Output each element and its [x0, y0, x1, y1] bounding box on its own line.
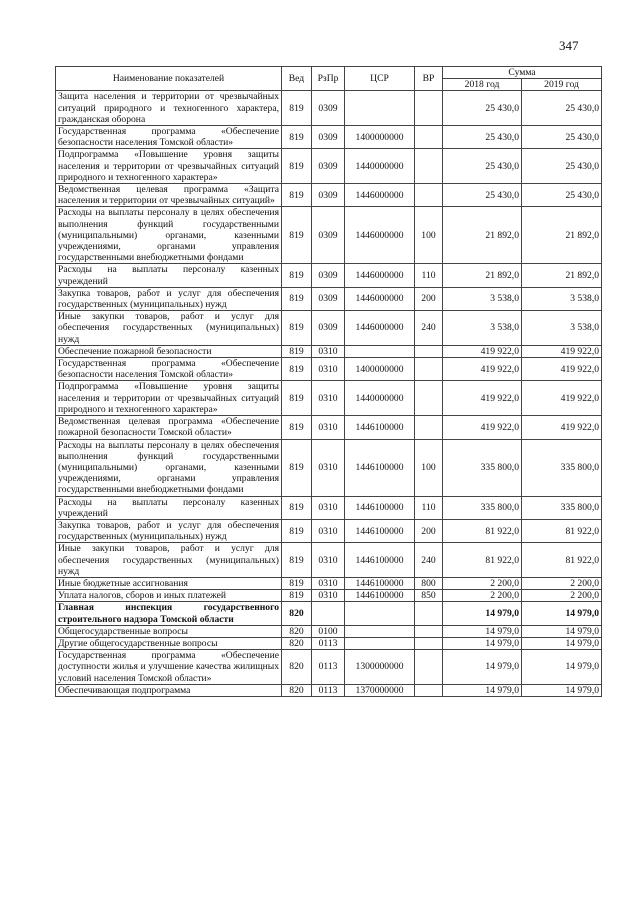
cell-sum-2019: 3 538,0 — [522, 287, 602, 310]
cell-sum-2019: 14 979,0 — [522, 602, 602, 625]
cell-name: Подпрограмма «Повышение уровня защиты населения и территории от чрезвычайных ситуаций природного и техногенного характера» — [56, 381, 282, 416]
cell-csr: 1446000000 — [345, 264, 415, 287]
cell-sum-2018: 25 430,0 — [443, 126, 522, 149]
cell-sum-2019: 3 538,0 — [522, 311, 602, 346]
cell-name: Общегосударственные вопросы — [56, 625, 282, 637]
cell-rzpr: 0310 — [312, 416, 345, 439]
cell-sum-2019: 21 892,0 — [522, 207, 602, 264]
table-row — [56, 149, 602, 184]
cell-vr: 100 — [415, 439, 443, 496]
cell-name: Иные закупки товаров, работ и услуг для обеспечения государственных (муниципальных) нужд — [56, 543, 282, 578]
cell-sum-2018: 21 892,0 — [443, 207, 522, 264]
header-year-2019: 2019 год — [522, 79, 602, 91]
cell-rzpr: 0310 — [312, 358, 345, 381]
page-number: 347 — [559, 38, 579, 53]
cell-rzpr: 0309 — [312, 91, 345, 126]
cell-name: Иные бюджетные ассигнования — [56, 577, 282, 589]
cell-ved: 819 — [282, 381, 312, 416]
cell-name: Иные закупки товаров, работ и услуг для обеспечения государственных (муниципальных) нужд — [56, 311, 282, 346]
cell-rzpr: 0310 — [312, 439, 345, 496]
cell-ved: 819 — [282, 345, 312, 357]
cell-vr — [415, 345, 443, 357]
cell-csr: 1446100000 — [345, 519, 415, 542]
cell-sum-2019: 21 892,0 — [522, 264, 602, 287]
cell-sum-2018: 335 800,0 — [443, 496, 522, 519]
cell-sum-2018: 81 922,0 — [443, 543, 522, 578]
cell-sum-2018: 25 430,0 — [443, 91, 522, 126]
cell-sum-2019: 25 430,0 — [522, 91, 602, 126]
cell-name: Расходы на выплаты персоналу казенных учреждений — [56, 496, 282, 519]
cell-vr — [415, 416, 443, 439]
table-row — [56, 91, 602, 126]
cell-csr: 1446000000 — [345, 287, 415, 310]
cell-ved: 819 — [282, 91, 312, 126]
cell-rzpr: 0310 — [312, 543, 345, 578]
cell-vr — [415, 91, 443, 126]
cell-vr: 200 — [415, 287, 443, 310]
cell-rzpr: 0309 — [312, 126, 345, 149]
cell-name: Ведомственная целевая программа «Обеспечение пожарной безопасности Томской области» — [56, 416, 282, 439]
budget-table — [55, 66, 602, 697]
cell-rzpr: 0309 — [312, 264, 345, 287]
cell-sum-2018: 2 200,0 — [443, 590, 522, 602]
cell-name: Защита населения и территории от чрезвычайных ситуаций природного и техногенного характера, гражданская оборона — [56, 91, 282, 126]
cell-rzpr: 0309 — [312, 311, 345, 346]
cell-ved: 820 — [282, 625, 312, 637]
table-row — [56, 684, 602, 696]
cell-vr: 200 — [415, 519, 443, 542]
cell-ved: 819 — [282, 126, 312, 149]
cell-vr: 800 — [415, 577, 443, 589]
cell-sum-2019: 419 922,0 — [522, 345, 602, 357]
cell-rzpr — [312, 602, 345, 625]
cell-rzpr: 0310 — [312, 577, 345, 589]
cell-vr: 100 — [415, 207, 443, 264]
table-row — [56, 637, 602, 649]
header-year-2018: 2018 год — [443, 79, 522, 91]
cell-vr: 240 — [415, 543, 443, 578]
cell-sum-2018: 14 979,0 — [443, 637, 522, 649]
cell-vr — [415, 625, 443, 637]
table-row — [56, 543, 602, 578]
table-row — [56, 590, 602, 602]
cell-ved: 820 — [282, 602, 312, 625]
cell-ved: 819 — [282, 184, 312, 207]
cell-ved: 819 — [282, 264, 312, 287]
cell-ved: 819 — [282, 439, 312, 496]
cell-rzpr: 0113 — [312, 637, 345, 649]
cell-csr: 1446100000 — [345, 543, 415, 578]
cell-sum-2019: 14 979,0 — [522, 637, 602, 649]
table-row — [56, 287, 602, 310]
cell-csr: 1446100000 — [345, 416, 415, 439]
cell-vr — [415, 684, 443, 696]
cell-sum-2018: 419 922,0 — [443, 345, 522, 357]
cell-sum-2018: 419 922,0 — [443, 358, 522, 381]
cell-name: Обеспечивающая подпрограмма — [56, 684, 282, 696]
cell-sum-2019: 25 430,0 — [522, 126, 602, 149]
cell-ved: 819 — [282, 496, 312, 519]
cell-sum-2019: 419 922,0 — [522, 381, 602, 416]
table-row — [56, 439, 602, 496]
table-row — [56, 602, 602, 625]
cell-name: Главная инспекция государственного строительного надзора Томской области — [56, 602, 282, 625]
cell-sum-2018: 21 892,0 — [443, 264, 522, 287]
table-row — [56, 381, 602, 416]
table-row — [56, 207, 602, 264]
cell-csr — [345, 91, 415, 126]
table-row — [56, 264, 602, 287]
table-row — [56, 650, 602, 685]
cell-csr: 1446000000 — [345, 311, 415, 346]
cell-ved: 819 — [282, 590, 312, 602]
cell-csr: 1446100000 — [345, 439, 415, 496]
cell-name: Расходы на выплаты персоналу в целях обеспечения выполнения функций государственными (муниципальными) органами, казенными учреждениями, органами управления государственными внебюджетными фондами — [56, 439, 282, 496]
cell-vr: 240 — [415, 311, 443, 346]
cell-sum-2018: 25 430,0 — [443, 184, 522, 207]
table-row — [56, 625, 602, 637]
cell-sum-2018: 14 979,0 — [443, 684, 522, 696]
table-row — [56, 358, 602, 381]
cell-ved: 819 — [282, 577, 312, 589]
cell-vr — [415, 149, 443, 184]
header-vr: ВР — [415, 67, 443, 91]
cell-name: Государственная программа «Обеспечение безопасности населения Томской области» — [56, 358, 282, 381]
cell-vr: 850 — [415, 590, 443, 602]
table-row — [56, 311, 602, 346]
cell-vr: 110 — [415, 264, 443, 287]
cell-sum-2019: 2 200,0 — [522, 577, 602, 589]
header-sum: Сумма — [443, 67, 602, 79]
cell-csr: 1446100000 — [345, 590, 415, 602]
cell-vr — [415, 637, 443, 649]
cell-sum-2018: 14 979,0 — [443, 625, 522, 637]
cell-sum-2018: 25 430,0 — [443, 149, 522, 184]
table-row — [56, 577, 602, 589]
cell-ved: 819 — [282, 416, 312, 439]
cell-csr: 1440000000 — [345, 381, 415, 416]
cell-csr: 1446000000 — [345, 207, 415, 264]
cell-name: Ведомственная целевая программа «Защита населения и территории от чрезвычайных ситуаций» — [56, 184, 282, 207]
cell-ved: 820 — [282, 637, 312, 649]
cell-sum-2019: 335 800,0 — [522, 439, 602, 496]
cell-sum-2018: 14 979,0 — [443, 650, 522, 685]
cell-vr — [415, 381, 443, 416]
cell-name: Уплата налогов, сборов и иных платежей — [56, 590, 282, 602]
cell-ved: 819 — [282, 543, 312, 578]
cell-sum-2019: 2 200,0 — [522, 590, 602, 602]
header-name: Наименование показателей — [56, 67, 282, 91]
cell-csr — [345, 345, 415, 357]
cell-name: Государственная программа «Обеспечение доступности жилья и улучшение качества жилищных условий населения Томской области» — [56, 650, 282, 685]
cell-vr — [415, 126, 443, 149]
cell-sum-2018: 335 800,0 — [443, 439, 522, 496]
cell-csr: 1446100000 — [345, 577, 415, 589]
cell-sum-2018: 3 538,0 — [443, 311, 522, 346]
cell-csr: 1400000000 — [345, 358, 415, 381]
cell-sum-2018: 2 200,0 — [443, 577, 522, 589]
cell-ved: 819 — [282, 287, 312, 310]
table-row — [56, 416, 602, 439]
cell-ved: 819 — [282, 149, 312, 184]
table-row — [56, 345, 602, 357]
cell-sum-2019: 81 922,0 — [522, 543, 602, 578]
cell-rzpr: 0310 — [312, 496, 345, 519]
cell-sum-2018: 81 922,0 — [443, 519, 522, 542]
cell-name: Закупка товаров, работ и услуг для обеспечения государственных (муниципальных) нужд — [56, 519, 282, 542]
table-row — [56, 496, 602, 519]
cell-sum-2019: 81 922,0 — [522, 519, 602, 542]
header-ved: Вед — [282, 67, 312, 91]
cell-csr — [345, 625, 415, 637]
cell-vr — [415, 650, 443, 685]
cell-sum-2019: 14 979,0 — [522, 650, 602, 685]
table-row — [56, 184, 602, 207]
cell-rzpr: 0309 — [312, 207, 345, 264]
cell-vr — [415, 184, 443, 207]
cell-csr: 1446000000 — [345, 184, 415, 207]
cell-ved: 819 — [282, 358, 312, 381]
cell-rzpr: 0309 — [312, 184, 345, 207]
table-row — [56, 519, 602, 542]
cell-rzpr: 0100 — [312, 625, 345, 637]
header-csr: ЦСР — [345, 67, 415, 91]
cell-name: Расходы на выплаты персоналу казенных учреждений — [56, 264, 282, 287]
cell-sum-2019: 25 430,0 — [522, 149, 602, 184]
cell-rzpr: 0309 — [312, 149, 345, 184]
cell-csr: 1300000000 — [345, 650, 415, 685]
cell-name: Государственная программа «Обеспечение безопасности населения Томской области» — [56, 126, 282, 149]
cell-rzpr: 0113 — [312, 650, 345, 685]
cell-csr: 1400000000 — [345, 126, 415, 149]
cell-sum-2019: 14 979,0 — [522, 625, 602, 637]
cell-vr: 110 — [415, 496, 443, 519]
table-body — [56, 91, 602, 697]
cell-ved: 819 — [282, 207, 312, 264]
cell-csr: 1440000000 — [345, 149, 415, 184]
header-rzpr: РзПр — [312, 67, 345, 91]
cell-ved: 819 — [282, 311, 312, 346]
cell-csr: 1446100000 — [345, 496, 415, 519]
cell-vr — [415, 358, 443, 381]
cell-ved: 820 — [282, 650, 312, 685]
cell-sum-2019: 335 800,0 — [522, 496, 602, 519]
cell-sum-2018: 3 538,0 — [443, 287, 522, 310]
cell-sum-2018: 14 979,0 — [443, 602, 522, 625]
cell-name: Закупка товаров, работ и услуг для обеспечения государственных (муниципальных) нужд — [56, 287, 282, 310]
cell-ved: 819 — [282, 519, 312, 542]
cell-sum-2019: 14 979,0 — [522, 684, 602, 696]
cell-sum-2018: 419 922,0 — [443, 381, 522, 416]
cell-csr — [345, 602, 415, 625]
cell-rzpr: 0310 — [312, 519, 345, 542]
cell-rzpr: 0310 — [312, 381, 345, 416]
cell-sum-2018: 419 922,0 — [443, 416, 522, 439]
cell-csr: 1370000000 — [345, 684, 415, 696]
cell-name: Другие общегосударственные вопросы — [56, 637, 282, 649]
cell-sum-2019: 419 922,0 — [522, 416, 602, 439]
table-row — [56, 126, 602, 149]
cell-name: Обеспечение пожарной безопасности — [56, 345, 282, 357]
cell-sum-2019: 25 430,0 — [522, 184, 602, 207]
cell-rzpr: 0309 — [312, 287, 345, 310]
cell-rzpr: 0310 — [312, 345, 345, 357]
cell-csr — [345, 637, 415, 649]
cell-rzpr: 0310 — [312, 590, 345, 602]
cell-sum-2019: 419 922,0 — [522, 358, 602, 381]
cell-name: Расходы на выплаты персоналу в целях обеспечения выполнения функций государственными (муниципальными) органами, казенными учреждениями, органами управления государственными внебюджетными фондами — [56, 207, 282, 264]
cell-name: Подпрограмма «Повышение уровня защиты населения и территории от чрезвычайных ситуаций природного и техногенного характера» — [56, 149, 282, 184]
cell-rzpr: 0113 — [312, 684, 345, 696]
cell-vr — [415, 602, 443, 625]
cell-ved: 820 — [282, 684, 312, 696]
